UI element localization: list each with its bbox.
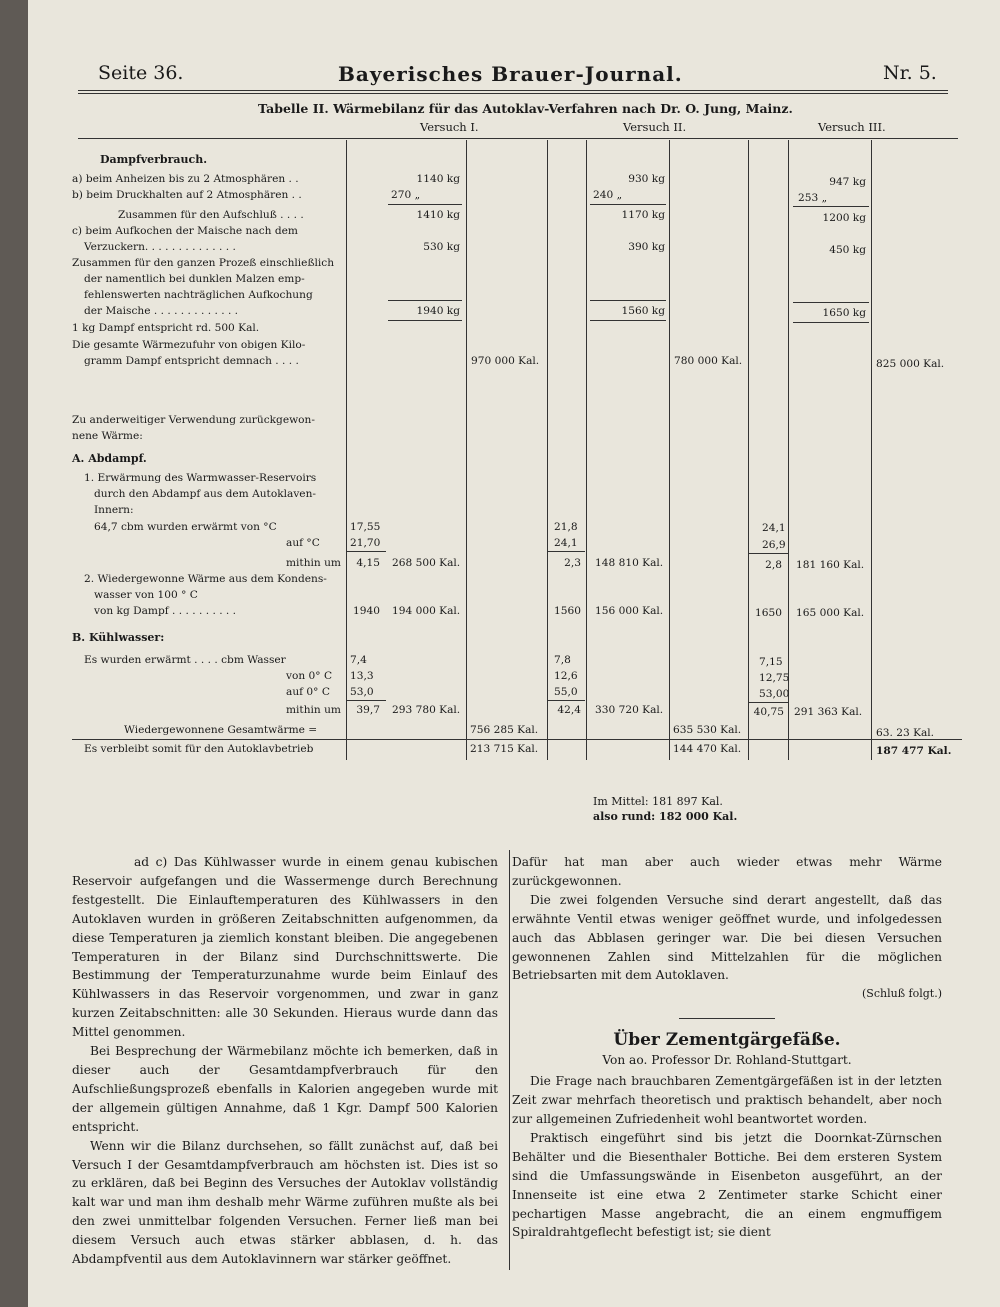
gesamt-value: 63. 23 Kal. <box>876 727 935 739</box>
a2-line: von kg Dampf . . . . . . . . . . <box>94 605 237 617</box>
schluss-note: (Schluß folgt.) <box>862 987 942 1001</box>
a2-line: 2. Wiedergewonne Wärme aus dem Kondens- <box>84 573 327 585</box>
dampf-row-label: a) beim Anheizen bis zu 2 Atmosphären . . <box>72 173 299 185</box>
journal-title: Bayerisches Brauer-Journal. <box>338 62 683 86</box>
paragraph: Bei Besprechung der Wärmebilanz möchte ich bemerken, daß in dieser auch der Gesamtdampfverbrauch für den Aufschließungsprozeß ebenfalls in Kalorien angegeben wurde mit der allgemein gültigen Annahme, daß 1 Kgr. Dampf 500 Kalorien entspricht. <box>72 1044 498 1134</box>
a1-value: 26,9 <box>762 539 786 551</box>
a1-value: 4,15 <box>356 557 380 569</box>
sum-rule <box>590 204 666 205</box>
sub-rule <box>346 700 386 701</box>
b-kal: 291 363 Kal. <box>794 706 863 718</box>
b-value: 40,75 <box>753 706 784 718</box>
a1-value: 17,55 <box>350 521 381 533</box>
dampf-value: 530 kg <box>423 241 460 253</box>
dampf-row-label: c) beim Aufkochen der Maische nach dem <box>72 225 298 237</box>
waerme-value: 970 000 Kal. <box>471 355 540 367</box>
col-rule <box>466 140 467 760</box>
b-row-label: mithin um <box>286 704 341 716</box>
a1-row-label: mithin um <box>286 557 341 569</box>
a2-line: wasser von 100 ° C <box>94 589 198 601</box>
b-kal: 293 780 Kal. <box>392 704 461 716</box>
table-top-rule <box>78 138 958 139</box>
total-value: 1940 kg <box>416 305 460 317</box>
a2-value: 1560 <box>554 605 581 617</box>
versuch-2-heading: Versuch II. <box>623 120 687 134</box>
gesamt-value: 635 530 Kal. <box>673 724 742 736</box>
versuch-1-heading: Versuch I. <box>420 120 479 134</box>
b-value: 53,00 <box>759 688 790 700</box>
total-label-line: der namentlich bei dunklen Malzen emp- <box>84 273 305 285</box>
b-value: 12,75 <box>759 672 790 684</box>
a1-line: 1. Erwärmung des Warmwasser-Reservoirs <box>84 472 317 484</box>
paragraph: ad c) Das Kühlwasser wurde in einem genau kubischen Reservoir aufgefangen und die Wassermenge durch Berechnung festgestellt. Die Einlauftemperaturen des Kühlwassers in den Autoklaven wurden in größeren Zeitabschnitten aufgenommen, da diese Temperaturen ja ziemlich konstant bleiben. Die angegebenen Temperaturen in der Bilanz sind Durchschnittswerte. Die Bestimmung der Temperaturzunahme wurde beim Einlauf des Kühlwassers in das Reservoir vorgenommen, und zwar in ganz kurzen Zeitabschnitten: alle 30 Sekunden. Hieraus wurde dann das Mittel genommen. <box>72 855 498 1040</box>
a1-value: 21,8 <box>554 521 578 533</box>
a1-line: durch den Abdampf aus dem Autoklaven- <box>94 488 316 500</box>
right-column <box>512 853 942 1242</box>
column-divider <box>509 850 510 1270</box>
article-title: Über Zementgärgefäße. <box>613 1030 841 1051</box>
zurueck-line: nene Wärme: <box>72 430 143 442</box>
a1-row-label: 64,7 cbm wurden erwärmt von °C <box>94 521 277 533</box>
dampf-value: 930 kg <box>628 173 665 185</box>
b-kal: 330 720 Kal. <box>595 704 664 716</box>
total-label-line: Zusammen für den ganzen Prozeß einschließlich <box>72 257 335 269</box>
waerme-value: 780 000 Kal. <box>674 355 743 367</box>
total-rule <box>590 300 666 301</box>
a1-value: 24,1 <box>554 537 578 549</box>
paragraph: Die Frage nach brauchbaren Zementgärgefäßen ist in der letzten Zeit zwar mehrfach theoretisch und praktisch behandelt, aber noch zur allgemeinen Zufriedenheit wohl beantwortet worden. <box>512 1074 942 1126</box>
total-rule <box>793 302 869 303</box>
verbleibt-label: Es verbleibt somit für den Autoklavbetrieb <box>84 743 314 755</box>
gesamt-value: 756 285 Kal. <box>470 724 539 736</box>
issue-number: Nr. 5. <box>883 62 937 84</box>
waerme-label-line: Die gesamte Wärmezufuhr von obigen Kilo- <box>72 339 306 351</box>
dampf-value: 270 „ <box>391 189 421 201</box>
separator-rule <box>679 1018 775 1019</box>
sub-rule <box>346 551 386 552</box>
a1-row-label: auf °C <box>286 537 320 549</box>
paragraph: Praktisch eingeführt sind bis jetzt die Doornkat-Zürnschen Behälter und die Biesenthaler Bottiche. Bei dem ersteren System sind die Umfassungswände in Eisenbeton ausgeführt, an der Innenseite ist eine etwa 2 Zentimeter starke Schicht einer pechartigen Masse angebracht, die an einem engmuffigem Spiraldrahtgeflecht befestigt ist; sie dient <box>512 1130 942 1240</box>
a1-line: Innern: <box>94 504 134 516</box>
a1-kal: 148 810 Kal. <box>595 557 664 569</box>
dampf-value: 1410 kg <box>416 209 460 221</box>
b-value: 7,8 <box>554 654 571 666</box>
mittel-value: Im Mittel: 181 897 Kal. <box>593 795 723 808</box>
dampf-value: 1140 kg <box>416 173 460 185</box>
table-title: Tabelle II. Wärmebilanz für das Autoklav-Verfahren nach Dr. O. Jung, Mainz. <box>258 101 793 116</box>
a2-kal: 165 000 Kal. <box>796 607 865 619</box>
dampf-value: 947 kg <box>829 176 866 188</box>
dampf-value: 1170 kg <box>621 209 665 221</box>
a1-kal: 268 500 Kal. <box>392 557 461 569</box>
dampf-row-label: Verzuckern. . . . . . . . . . . . . . <box>84 241 236 253</box>
a1-value: 21,70 <box>350 537 381 549</box>
b-value: 39,7 <box>356 704 380 716</box>
paragraph: Wenn wir die Bilanz durchsehen, so fällt zunächst auf, daß bei Versuch I der Gesamtdampfverbrauch am höchsten ist. Dies ist so zu erklären, daß bei Beginn des Versuches der Autoklav vollständig kalt war und man ihm deshalb mehr Wärme zuführen mußte als bei den zwei unmittelbar folgenden Versuchen. Ferner ließ man bei diesem Versuch auch etwas stärker abblasen, d. h. das Abdampfventil aus dem Autoklavinnern war stärker geöffnet. <box>72 1138 498 1267</box>
total-label-line: der Maische . . . . . . . . . . . . . <box>84 305 239 317</box>
col-rule <box>748 140 749 760</box>
dampf-row-label: Zusammen für den Aufschluß . . . . <box>118 209 304 221</box>
table-rule <box>72 739 962 740</box>
waerme-label-line: gramm Dampf entspricht demnach . . . . <box>84 355 299 367</box>
journal-page <box>28 0 1000 1307</box>
header-rule <box>78 90 948 91</box>
a1-value: 2,8 <box>765 559 782 571</box>
rund-value: also rund: 182 000 Kal. <box>593 810 738 823</box>
sum-rule <box>388 204 462 205</box>
a1-kal: 181 160 Kal. <box>796 559 865 571</box>
total-rule <box>388 320 462 321</box>
dampf-value: 390 kg <box>628 241 665 253</box>
header-rule-double <box>78 93 948 94</box>
col-rule <box>547 140 548 760</box>
sub-rule <box>748 702 788 703</box>
steam-kcal-note: 1 kg Dampf entspricht rd. 500 Kal. <box>72 322 260 334</box>
verbleibt-value: 187 477 Kal. <box>876 745 952 757</box>
total-value: 1650 kg <box>822 307 866 319</box>
verbleibt-value: 213 715 Kal. <box>470 743 539 755</box>
section-abdampf: A. Abdampf. <box>72 452 147 465</box>
zurueck-line: Zu anderweitiger Verwendung zurückgewon- <box>72 414 315 426</box>
dampf-row-label: b) beim Druckhalten auf 2 Atmosphären . . <box>72 189 302 201</box>
dampf-value: 1200 kg <box>822 212 866 224</box>
sub-rule <box>547 700 585 701</box>
col-rule <box>871 140 872 760</box>
total-label-line: fehlenswerten nachträglichen Aufkochung <box>84 289 313 301</box>
b-row-label: von 0° C <box>286 670 333 682</box>
sub-rule <box>547 551 585 552</box>
section-kuehlwasser: B. Kühlwasser: <box>72 631 165 644</box>
a2-kal: 194 000 Kal. <box>392 605 461 617</box>
paragraph: Die zwei folgenden Versuche sind derart angestellt, daß das erwähnte Ventil etwas weniger geöffnet wurde, und infolgedessen auch das Abblasen geringer war. Die bei diesen Versuchen gewonnenen Zahlen sind Mittelzahlen für die möglichen Betriebsarten mit dem Autoklaven. <box>512 892 942 983</box>
waerme-value: 825 000 Kal. <box>876 358 945 370</box>
total-rule <box>793 322 869 323</box>
col-rule <box>669 140 670 760</box>
b-value: 7,15 <box>759 656 783 668</box>
verbleibt-value: 144 470 Kal. <box>673 743 742 755</box>
b-row-label: Es wurden erwärmt . . . . cbm Wasser <box>84 654 286 666</box>
versuch-3-heading: Versuch III. <box>818 120 886 134</box>
section-dampf: Dampfverbrauch. <box>100 153 208 166</box>
b-value: 7,4 <box>350 654 367 666</box>
a1-value: 2,3 <box>564 557 581 569</box>
left-column <box>72 853 498 1269</box>
dampf-value: 253 „ <box>798 192 828 204</box>
sub-rule <box>748 553 788 554</box>
paragraph: Dafür hat man aber auch wieder etwas mehr Wärme zurückgewonnen. <box>512 855 942 888</box>
sum-rule <box>793 206 869 207</box>
page-number: Seite 36. <box>98 62 184 84</box>
b-value: 12,6 <box>554 670 578 682</box>
a2-value: 1940 <box>353 605 380 617</box>
total-rule <box>388 300 462 301</box>
b-value: 55,0 <box>554 686 578 698</box>
b-value: 13,3 <box>350 670 374 682</box>
col-rule <box>346 140 347 760</box>
dampf-value: 240 „ <box>593 189 623 201</box>
b-value: 53,0 <box>350 686 374 698</box>
total-value: 1560 kg <box>621 305 665 317</box>
b-value: 42,4 <box>557 704 581 716</box>
dampf-value: 450 kg <box>829 244 866 256</box>
col-rule <box>586 140 587 760</box>
a1-value: 24,1 <box>762 522 786 534</box>
a2-kal: 156 000 Kal. <box>595 605 664 617</box>
total-rule <box>590 320 666 321</box>
article-author: Von ao. Professor Dr. Rohland-Stuttgart. <box>602 1053 852 1068</box>
a2-value: 1650 <box>755 607 782 619</box>
col-rule <box>788 140 789 760</box>
b-row-label: auf 0° C <box>286 686 330 698</box>
gesamt-label: Wiedergewonnene Gesamtwärme = <box>124 724 318 736</box>
